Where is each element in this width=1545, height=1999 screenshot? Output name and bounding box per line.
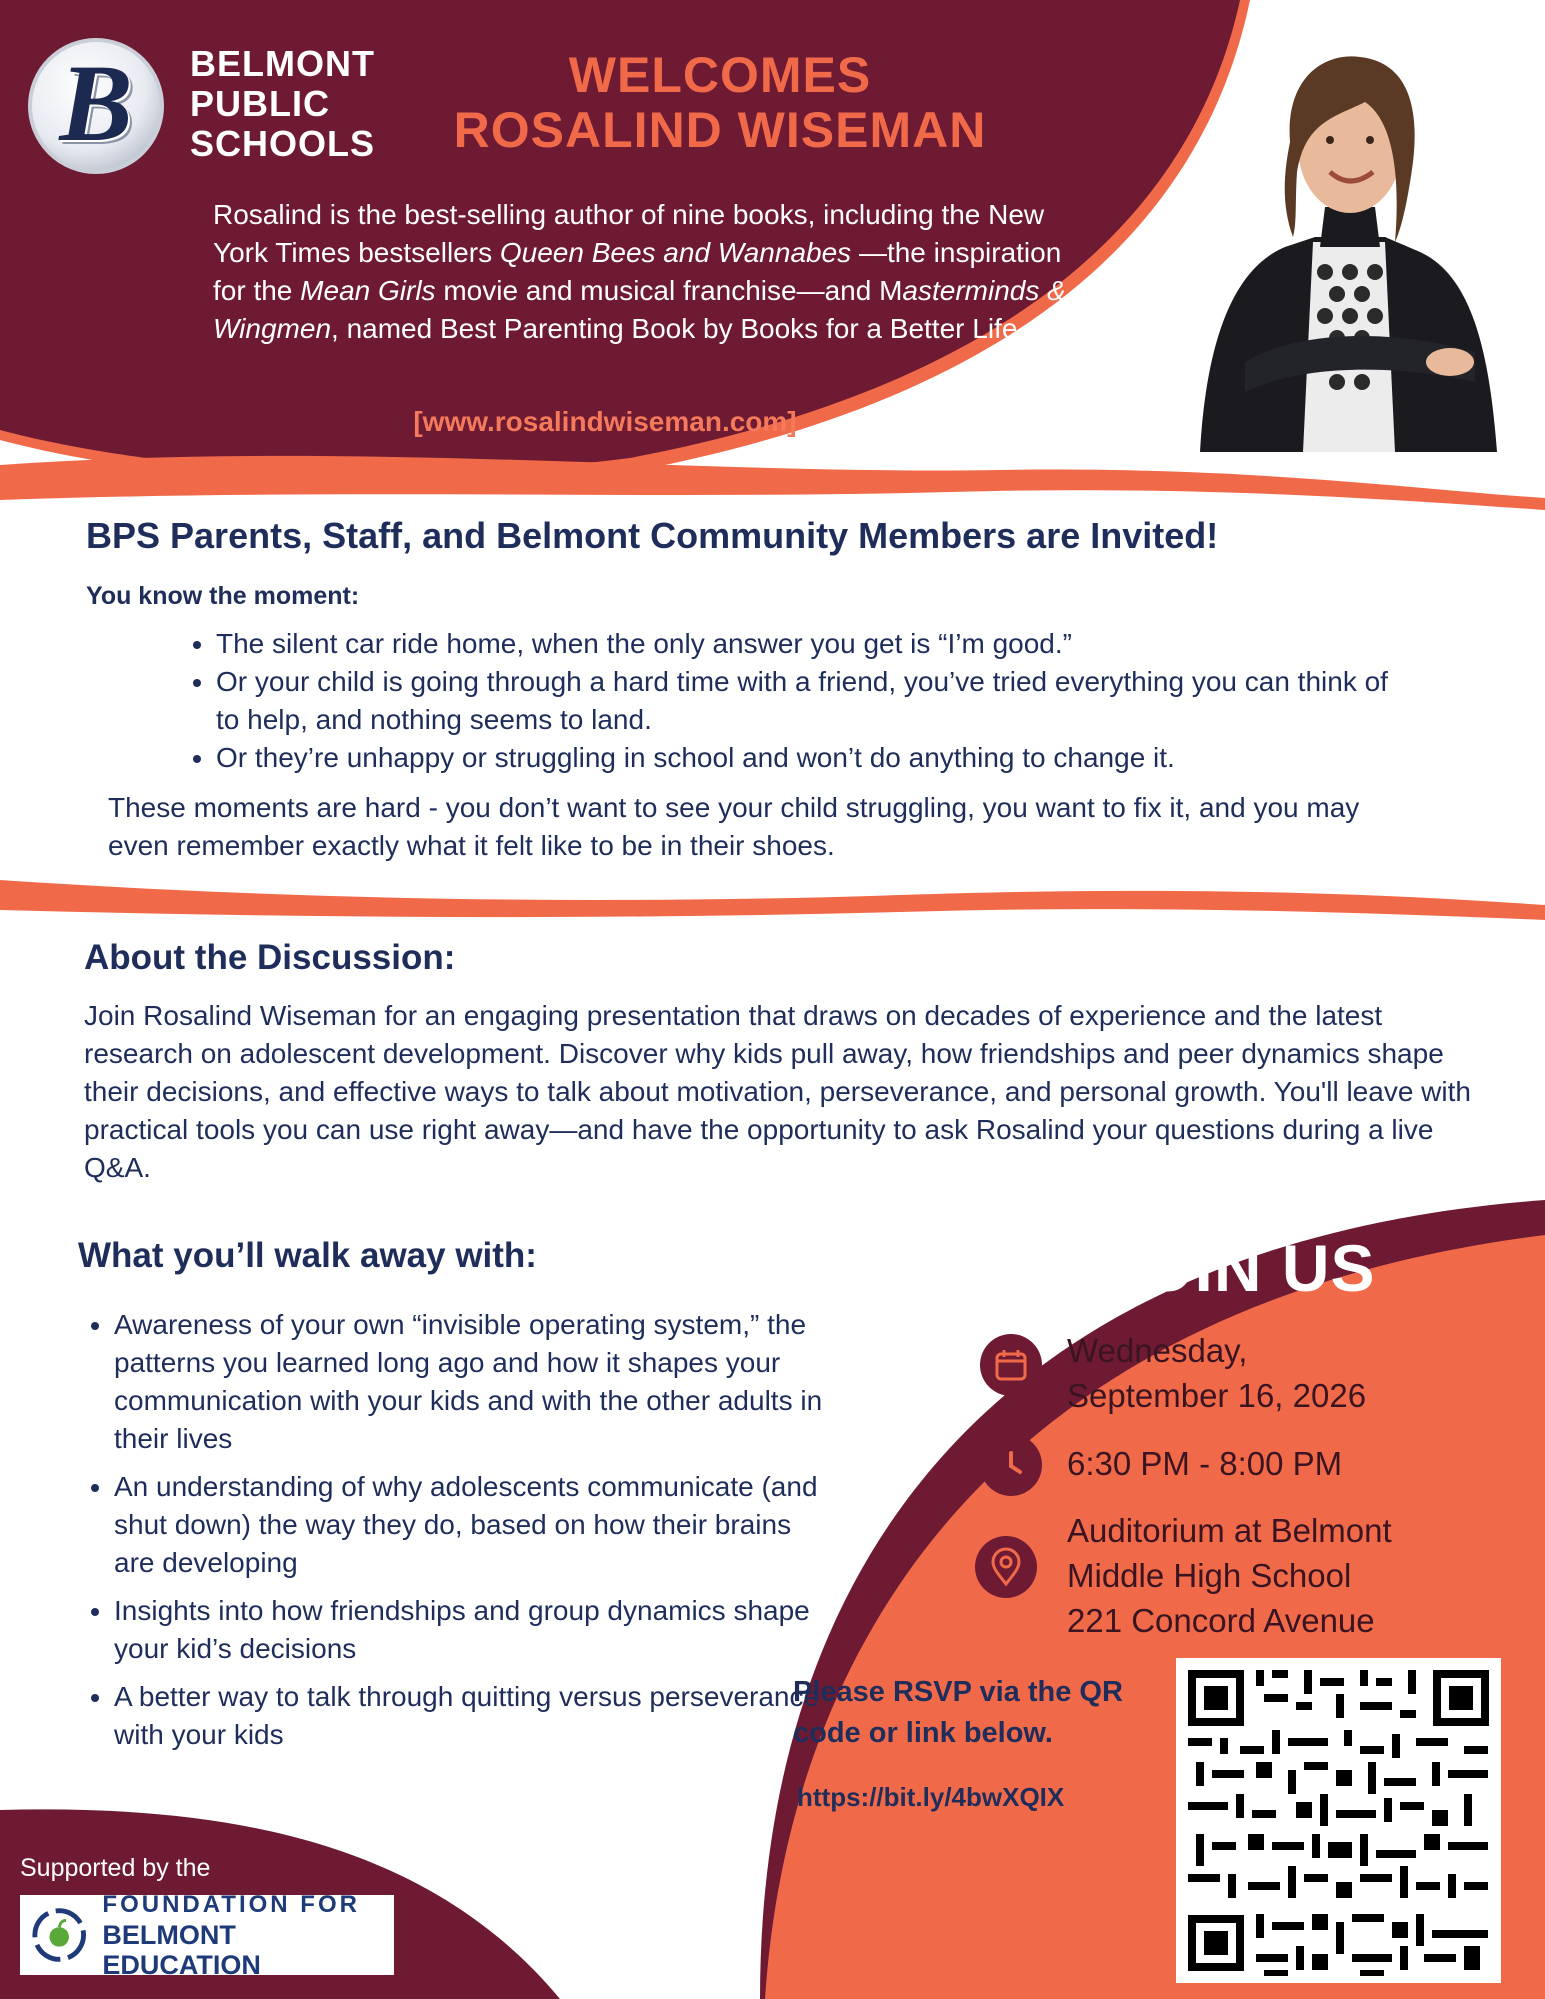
bio-text-3: movie and musical franchise—and M bbox=[435, 275, 903, 306]
walk-away-list bbox=[78, 1306, 834, 1764]
event-date-text: September 16, 2026 bbox=[1067, 1377, 1367, 1414]
list-item: • An understanding of why adolescents communicate (and shut down) the way they do, based on how their brains are developing bbox=[114, 1468, 834, 1582]
author-website-link[interactable]: [www.rosalindwiseman.com] bbox=[413, 406, 797, 437]
list-item: • Or your child is going through a hard time with a friend, you’ve tried everything you can think of to help, and nothing seems to land. bbox=[216, 663, 1396, 739]
moment-label: You know the moment: bbox=[86, 582, 360, 610]
moments-list bbox=[176, 625, 1396, 777]
rsvp-text: Please RSVP via the QR code or link below. bbox=[793, 1676, 1123, 1749]
event-date bbox=[1067, 1328, 1366, 1418]
bio-book-mean-girls: Mean Girls bbox=[300, 275, 436, 306]
event-time: 6:30 PM - 8:00 PM bbox=[1067, 1445, 1343, 1482]
supported-by-label: Supported by the bbox=[20, 1854, 211, 1882]
bio-text-2: —the inspiration for the bbox=[213, 237, 1062, 306]
event-venue bbox=[1067, 1508, 1392, 1643]
about-paragraph: Join Rosalind Wiseman for an engaging presentation that draws on decades of experience and the latest research on adolescent development. Discover why kids pull away, how friendships and peer dynamics shape their decisions, and effective ways to talk about motivation, perseverance, and personal growth. You'll leave with practical tools you can use right away—and have the opportunity to ask Rosalind your questions during a live Q&A. bbox=[84, 1000, 1471, 1183]
school-name-line3: SCHOOLS bbox=[190, 123, 376, 164]
welcome-title bbox=[420, 48, 1020, 158]
venue-line1: Auditorium at Belmont bbox=[1067, 1512, 1392, 1549]
school-name bbox=[190, 44, 430, 164]
event-day: Wednesday, bbox=[1067, 1332, 1248, 1369]
venue-line3: 221 Concord Avenue bbox=[1067, 1602, 1375, 1639]
calendar-icon bbox=[980, 1334, 1042, 1396]
rsvp-qr-code[interactable] bbox=[1176, 1658, 1501, 1983]
apple-icon bbox=[30, 1905, 88, 1965]
join-us-heading: JOIN US bbox=[1104, 1231, 1376, 1305]
about-heading: About the Discussion: bbox=[84, 938, 456, 977]
foundation-line2: BELMONT EDUCATION bbox=[102, 1920, 261, 1980]
bio-book-masterminds: asterminds & Wingmen bbox=[213, 275, 1066, 344]
list-item: • Insights into how friendships and group dynamics shape your kid’s decisions bbox=[114, 1592, 834, 1668]
bio-text-4: , named Best Parenting Book by Books for a Better Life. bbox=[331, 313, 1026, 344]
clock-icon bbox=[980, 1434, 1042, 1496]
author-photo bbox=[1185, 32, 1510, 452]
rsvp-link[interactable]: https://bit.ly/4bwXQIX bbox=[797, 1782, 1065, 1812]
logo-letter: B bbox=[59, 42, 133, 164]
school-logo bbox=[28, 38, 164, 174]
list-item: • Or they’re unhappy or struggling in school and won’t do anything to change it. bbox=[216, 739, 1396, 777]
location-pin-icon bbox=[975, 1536, 1037, 1598]
foundation-logo bbox=[20, 1891, 394, 1980]
invite-heading: BPS Parents, Staff, and Belmont Community Members are Invited! bbox=[86, 515, 1219, 556]
foundation-name bbox=[102, 1890, 394, 1980]
welcome-line2: ROSALIND WISEMAN bbox=[453, 102, 987, 158]
venue-line2: Middle High School bbox=[1067, 1557, 1352, 1594]
moments-paragraph: These moments are hard - you don’t want to see your child struggling, you want to fix it, and you may even remember exactly what it felt like to be in their shoes. bbox=[108, 792, 1360, 861]
list-item: • The silent car ride home, when the only answer you get is “I’m good.” bbox=[216, 625, 1396, 663]
school-name-line1: BELMONT bbox=[190, 43, 375, 84]
walk-away-heading: What you’ll walk away with: bbox=[78, 1236, 537, 1275]
bio-book-queen-bees: Queen Bees and Wannabes bbox=[499, 237, 852, 268]
school-name-line2: PUBLIC bbox=[190, 83, 330, 124]
list-item: • A better way to talk through quitting versus perseverance with your kids bbox=[114, 1678, 834, 1754]
list-item: • Awareness of your own “invisible operating system,” the patterns you learned long ago and how it shapes your communication with your kids and with the other adults in their lives bbox=[114, 1306, 834, 1458]
bio-text-1: Rosalind is the best-selling author of nine books, including the New York Times bestsellers bbox=[213, 199, 1045, 268]
foundation-line1: FOUNDATION FOR bbox=[102, 1891, 360, 1918]
coral-band-top bbox=[0, 456, 1545, 510]
coral-band-middle bbox=[0, 880, 1545, 920]
author-bio bbox=[213, 196, 1073, 348]
welcome-line1: WELCOMES bbox=[568, 47, 872, 103]
